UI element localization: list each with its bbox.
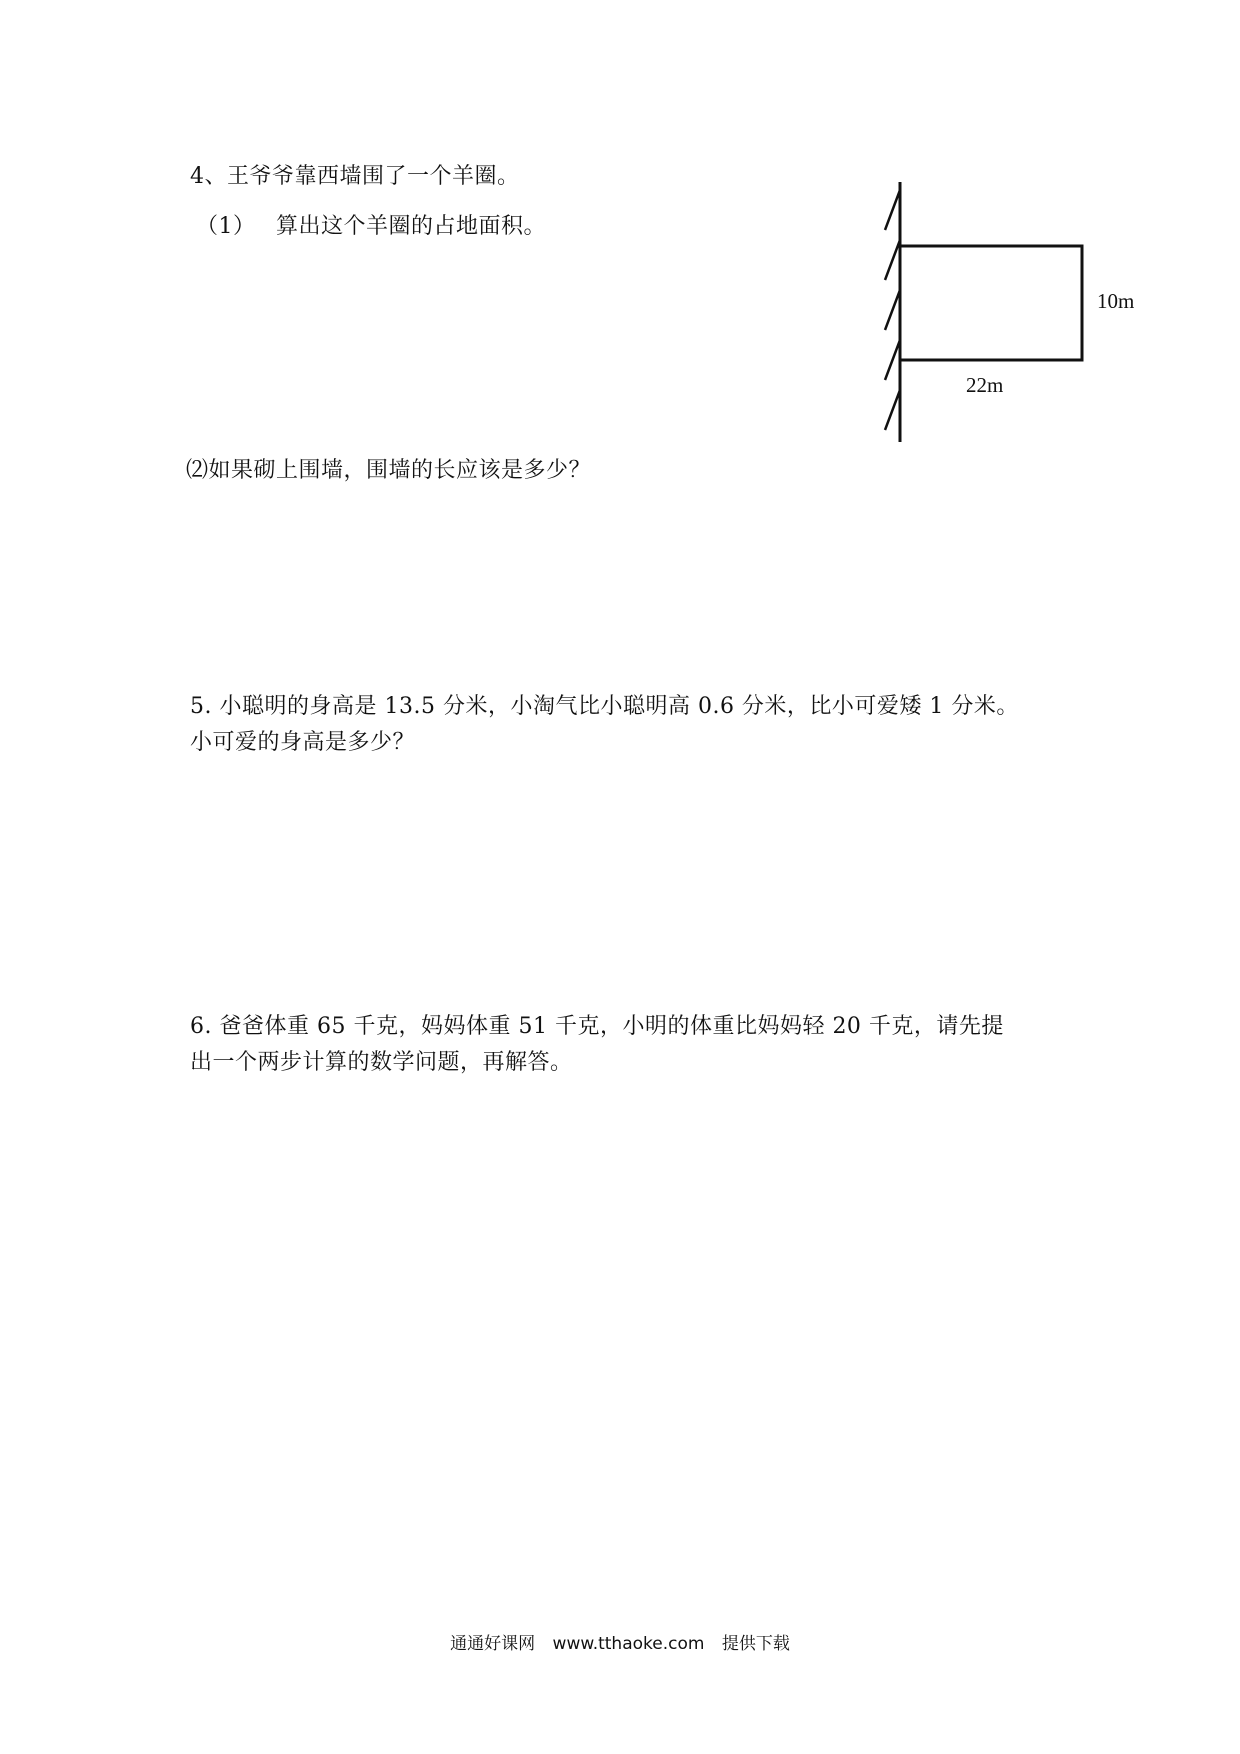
sheep-pen-diagram <box>860 170 1180 470</box>
page-footer <box>0 1632 1240 1656</box>
question-4-part-1-text: 算出这个羊圈的占地面积。 <box>276 214 547 239</box>
question-5-line-2: 小可爱的身高是多少？ <box>190 730 416 755</box>
sheep-pen-fence <box>900 246 1082 360</box>
footer-site-name: 通通好课网 <box>450 1634 536 1654</box>
question-4-title: 4、王爷爷靠西墙围了一个羊圈。 <box>190 164 520 189</box>
question-6-line-1: 6. 爸爸体重 65 千克，妈妈体重 51 千克，小明的体重比妈妈轻 20 千克，请先提 <box>190 1014 1004 1039</box>
question-5-line-1: 5. 小聪明的身高是 13.5 分米，小淘气比小聪明高 0.6 分米，比小可爱矮 1 分米。 <box>190 694 1019 719</box>
footer-suffix: 提供下载 <box>721 1634 790 1654</box>
height-label: 10m <box>1097 289 1135 313</box>
wall-hatching <box>885 190 900 430</box>
question-4-part-1 <box>196 212 546 242</box>
question-4-part-2: ⑵如果砌上围墙，围墙的长应该是多少？ <box>186 458 592 483</box>
question-4-part-1-number: （1） <box>196 214 256 239</box>
question-6-line-2: 出一个两步计算的数学问题，再解答。 <box>190 1050 573 1075</box>
footer-url[interactable]: www.tthaoke.com <box>552 1634 705 1654</box>
width-label: 22m <box>966 373 1004 397</box>
